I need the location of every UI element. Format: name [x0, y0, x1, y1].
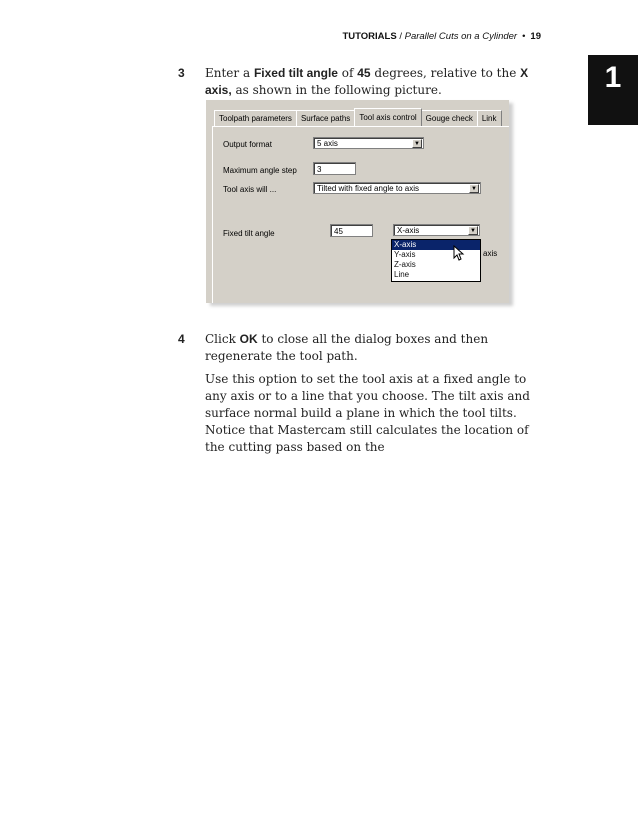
- header-title: Parallel Cuts on a Cylinder: [404, 31, 518, 42]
- tab-surface-paths[interactable]: Surface paths: [296, 110, 355, 126]
- axis-option-line[interactable]: Line: [394, 270, 410, 279]
- page-number: 19: [530, 31, 541, 42]
- chapter-tab: 1: [588, 55, 638, 125]
- step-3-text: [205, 65, 538, 99]
- axis-option-z[interactable]: Z-axis: [394, 260, 416, 269]
- step-4-number: 4: [178, 332, 185, 346]
- tool-axis-value: Tilted with fixed angle to axis: [317, 184, 419, 193]
- running-header: [0, 31, 541, 42]
- fixed-tilt-input[interactable]: 45: [330, 224, 373, 237]
- step-4-text-part: to close all the dialog boxes and then regenerate the tool path.: [205, 332, 489, 363]
- max-angle-label: Maximum angle step: [223, 166, 297, 175]
- tab-gouge-check[interactable]: Gouge check: [421, 110, 478, 126]
- dialog-tabs: [214, 110, 501, 126]
- step-3-number: 3: [178, 66, 185, 80]
- chevron-down-icon[interactable]: ▼: [468, 226, 478, 235]
- body-paragraph: Use this option to set the tool axis at a fixed angle to any axis or to a line that you choose. The tilt axis and surface normal build a plane in which the tool tilts. Notice that Mastercam still calculates the location of the cutting pass based on the: [205, 372, 530, 454]
- chevron-down-icon[interactable]: ▼: [469, 184, 479, 193]
- fixed-tilt-label: Fixed tilt angle: [223, 229, 275, 238]
- obscured-label-text: axis: [483, 249, 498, 258]
- tab-link[interactable]: Link: [477, 110, 502, 126]
- step-3: [178, 65, 538, 99]
- chevron-down-icon[interactable]: ▼: [412, 139, 422, 148]
- step-3-text-part: Enter a: [205, 66, 254, 80]
- tool-axis-select[interactable]: [313, 182, 481, 194]
- axis-option-y[interactable]: Y-axis: [394, 250, 416, 259]
- step-3-bold-45: 45: [357, 66, 371, 80]
- axis-select[interactable]: [393, 224, 480, 236]
- output-format-value: 5 axis: [317, 139, 338, 148]
- mouse-pointer-icon: [453, 245, 465, 261]
- step-4-text-part: Click: [205, 332, 240, 346]
- max-angle-input[interactable]: 3: [313, 162, 356, 175]
- output-format-select[interactable]: [313, 137, 424, 149]
- tab-toolpath-parameters[interactable]: Toolpath parameters: [214, 110, 297, 126]
- axis-dropdown-list: [391, 239, 481, 282]
- tool-axis-label: Tool axis will ...: [223, 185, 277, 194]
- tab-tool-axis-control[interactable]: Tool axis control: [354, 108, 421, 126]
- axis-value: X-axis: [397, 226, 420, 235]
- step-3-bold-x-axis: X axis,: [205, 66, 529, 97]
- step-3-text-part: as shown in the following picture.: [231, 83, 442, 97]
- step-4-bold-ok: OK: [239, 332, 258, 346]
- output-format-label: Output format: [223, 140, 272, 149]
- step-3-text-part: degrees, relative to the: [370, 66, 521, 80]
- step-4: [178, 331, 538, 365]
- axis-option-x[interactable]: X-axis: [392, 240, 480, 250]
- step-3-text-part: of: [337, 66, 358, 80]
- step-4-text: [205, 331, 538, 365]
- header-bullet: •: [522, 31, 526, 42]
- header-section: TUTORIALS: [342, 31, 397, 42]
- step-3-bold-fixed-tilt: Fixed tilt angle: [253, 66, 338, 80]
- header-separator: /: [396, 31, 405, 42]
